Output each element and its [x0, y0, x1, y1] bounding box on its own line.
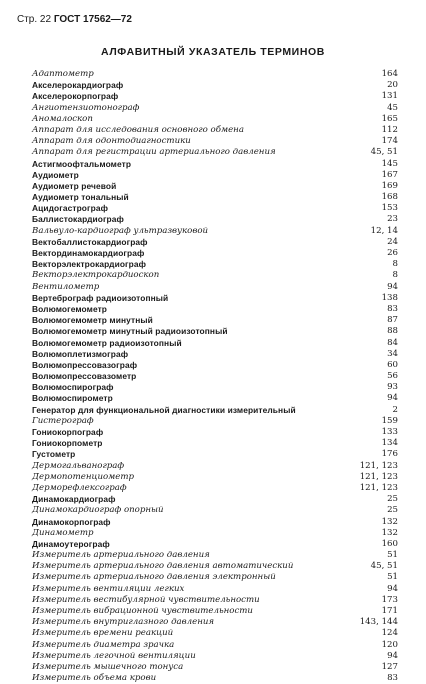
index-page-ref: 94 — [387, 650, 398, 661]
index-term: Измеритель легочной вентиляции — [32, 650, 196, 661]
index-term: Вертеброграф радиоизотопный — [32, 292, 169, 303]
index-page-ref: 51 — [387, 572, 398, 583]
page-number: Стр. 22 — [17, 14, 52, 25]
index-page-ref: 20 — [387, 80, 398, 91]
index-term: Гониокорпограф — [32, 427, 104, 437]
index-term: Вальвуло-кардиограф ультразвуковой — [32, 225, 209, 236]
index-entry — [32, 170, 398, 181]
index-page-ref: 169 — [381, 180, 398, 191]
index-entry — [32, 382, 398, 393]
index-page-ref: 23 — [387, 214, 398, 225]
index-term: Вектординамокардиограф — [32, 248, 145, 258]
index-term: Астигмоофтальмометр — [32, 158, 132, 169]
index-term: Измеритель артериального давления — [32, 550, 210, 561]
index-term: Измеритель артериального давления автоматический — [32, 561, 294, 572]
index-term: Гониокорпометр — [32, 438, 103, 449]
index-page-ref: 164 — [381, 69, 398, 79]
index-term: Измеритель вентиляции легких — [32, 583, 185, 594]
index-page-ref: 2 — [392, 404, 398, 415]
index-page-ref: 165 — [381, 113, 398, 124]
index-term: Аппарат для исследования основного обмена — [32, 124, 244, 135]
index-entry — [32, 159, 398, 170]
index-term: Волюмогемометр минутный радиоизотопный — [32, 326, 228, 337]
index-term: Гистерограф — [32, 415, 94, 426]
index-entry — [32, 461, 398, 472]
index-entry — [32, 550, 398, 561]
page-title: АЛФАВИТНЫЙ УКАЗАТЕЛЬ ТЕРМИНОВ — [101, 46, 325, 58]
index-entry — [32, 125, 398, 136]
index-entry — [32, 315, 398, 326]
index-page-ref: 153 — [381, 203, 398, 214]
index-term: Динамокорпограф — [32, 516, 111, 527]
index-entry — [32, 91, 398, 102]
index-term: Генератор для функциональной диагностики измерительный — [32, 404, 296, 415]
index-entry — [32, 673, 398, 684]
index-page-ref: 168 — [381, 192, 398, 203]
index-page-ref: 94 — [387, 281, 398, 292]
index-page-ref: 121, 123 — [359, 482, 398, 493]
index-term: Густометр — [32, 449, 76, 460]
index-page-ref: 51 — [387, 550, 398, 561]
index-term: Аудиометр тональный — [32, 192, 129, 203]
index-entry — [32, 181, 398, 192]
index-page-ref: 159 — [381, 415, 398, 426]
index-term: Волюмопрессовазограф — [32, 359, 138, 370]
index-page-ref: 26 — [387, 248, 398, 258]
index-page-ref: 83 — [387, 303, 398, 314]
index-term: Дермопотенциометр — [32, 471, 135, 482]
index-term: Волюмоплетизмограф — [32, 348, 129, 359]
index-page-ref: 25 — [387, 505, 398, 516]
index-page-ref: 171 — [381, 606, 398, 616]
index-page-ref: 60 — [387, 359, 398, 370]
index-page-ref: 56 — [387, 371, 398, 382]
index-entry — [32, 326, 398, 337]
index-term: Аппарат для одонтодиагностики — [32, 136, 191, 147]
index-term: Динамоутерограф — [32, 538, 110, 549]
index-page-ref: 45 — [387, 102, 398, 113]
index-page-ref: 87 — [387, 315, 398, 326]
index-entry — [32, 505, 398, 516]
index-entry — [32, 640, 398, 651]
index-term: Волюмогемометр — [32, 303, 108, 314]
index-entry — [32, 561, 398, 572]
index-entry — [32, 147, 398, 158]
index-page-ref: 88 — [387, 326, 398, 337]
index-entry — [32, 338, 398, 349]
term-index-list — [32, 69, 398, 684]
index-entry — [32, 114, 398, 125]
index-page-ref: 8 — [392, 259, 398, 270]
index-entry — [32, 304, 398, 315]
gost-code: ГОСТ 17562—72 — [53, 14, 132, 25]
index-term: Дермогальванограф — [32, 460, 125, 471]
index-term: Вентилометр — [32, 281, 100, 292]
index-term: Аудиометр — [32, 169, 79, 180]
index-page-ref: 120 — [381, 639, 398, 650]
index-page-ref: 127 — [381, 661, 398, 672]
index-term: Дерморефлексограф — [32, 482, 127, 493]
index-entry — [32, 662, 398, 673]
index-entry — [32, 517, 398, 528]
index-entry — [32, 416, 398, 427]
index-page-ref: 93 — [387, 382, 398, 393]
index-term: Аномалоскоп — [32, 113, 93, 124]
index-term: Векторэлектрокардиоскоп — [32, 270, 160, 281]
index-term: Адаптометр — [32, 69, 94, 79]
index-entry — [32, 282, 398, 293]
index-term: Волюмогемометр радиоизотопный — [32, 337, 182, 348]
index-entry — [32, 584, 398, 595]
index-entry — [32, 80, 398, 91]
index-page-ref: 132 — [381, 516, 398, 527]
index-page-ref: 121, 123 — [359, 460, 398, 471]
index-term: Динамокардиограф опорный — [32, 505, 164, 516]
index-page-ref: 134 — [381, 438, 398, 449]
index-entry — [32, 405, 398, 416]
index-page-ref: 173 — [381, 594, 398, 605]
index-page-ref: 131 — [381, 91, 398, 102]
index-page-ref: 8 — [392, 270, 398, 281]
index-term: Векторэлектрокардиограф — [32, 259, 147, 270]
index-page-ref: 24 — [387, 236, 398, 247]
index-term: Баллистокардиограф — [32, 214, 124, 225]
index-entry — [32, 651, 398, 662]
index-page-ref: 112 — [381, 124, 398, 135]
index-term: Измеритель объема крови — [32, 673, 157, 684]
index-term: Волюмоспирограф — [32, 382, 114, 393]
index-entry — [32, 226, 398, 237]
index-term: Акселерокорпограф — [32, 91, 119, 102]
index-entry — [32, 528, 398, 539]
index-entry — [32, 103, 398, 114]
index-entry — [32, 572, 398, 583]
index-entry — [32, 136, 398, 147]
index-entry — [32, 69, 398, 80]
index-entry — [32, 349, 398, 360]
index-page-ref: 138 — [381, 292, 398, 303]
index-page-ref: 25 — [387, 494, 398, 505]
index-term: Вектобаллистокардиограф — [32, 236, 148, 247]
index-term: Ацидогастрограф — [32, 203, 109, 214]
index-term: Волюмопрессовазометр — [32, 371, 137, 382]
index-term: Измеритель мышечного тонуса — [32, 661, 184, 672]
index-page-ref: 12, 14 — [370, 225, 398, 236]
index-page-ref: 132 — [381, 527, 398, 538]
index-term: Аппарат для регистрации артериального давления — [32, 147, 276, 158]
index-page-ref: 124 — [381, 628, 398, 639]
index-term: Волюмогемометр минутный — [32, 315, 153, 326]
index-entry — [32, 539, 398, 550]
index-entry — [32, 438, 398, 449]
index-entry — [32, 628, 398, 639]
index-page-ref: 121, 123 — [359, 471, 398, 482]
index-page-ref: 45, 51 — [370, 561, 398, 572]
index-page-ref: 94 — [387, 583, 398, 594]
index-term: Измеритель диаметра зрачка — [32, 639, 175, 650]
index-entry — [32, 617, 398, 628]
index-page-ref: 160 — [381, 538, 398, 549]
index-entry — [32, 472, 398, 483]
index-page-ref: 143, 144 — [359, 617, 398, 628]
index-page-ref: 94 — [387, 393, 398, 404]
index-entry — [32, 214, 398, 225]
index-entry — [32, 393, 398, 404]
page-header — [17, 14, 132, 25]
index-entry — [32, 606, 398, 617]
index-page-ref: 45, 51 — [370, 147, 398, 158]
index-entry — [32, 203, 398, 214]
index-entry — [32, 483, 398, 494]
index-entry — [32, 248, 398, 259]
index-term: Акселерокардиограф — [32, 80, 124, 91]
index-entry — [32, 293, 398, 304]
index-page-ref: 84 — [387, 337, 398, 348]
index-page-ref: 176 — [381, 449, 398, 460]
index-entry — [32, 427, 398, 438]
index-term: Измеритель вестибулярной чувствительности — [32, 594, 260, 605]
index-entry — [32, 237, 398, 248]
index-entry — [32, 494, 398, 505]
index-entry — [32, 192, 398, 203]
index-page-ref: 133 — [381, 427, 398, 437]
index-term: Измеритель артериального давления электронный — [32, 572, 276, 583]
index-term: Волюмоспирометр — [32, 393, 113, 404]
index-term: Аудиометр речевой — [32, 180, 117, 191]
index-page-ref: 34 — [387, 348, 398, 359]
index-term: Измеритель внутриглазного давления — [32, 617, 215, 628]
index-entry — [32, 270, 398, 281]
index-entry — [32, 595, 398, 606]
index-entry — [32, 360, 398, 371]
index-page-ref: 167 — [381, 169, 398, 180]
index-entry — [32, 371, 398, 382]
index-page-ref: 174 — [381, 136, 398, 147]
index-entry — [32, 259, 398, 270]
index-term: Динамокардиограф — [32, 494, 116, 505]
index-page-ref: 145 — [381, 158, 398, 169]
index-entry — [32, 449, 398, 460]
index-term: Измеритель времени реакций — [32, 628, 174, 639]
index-term: Измеритель вибрационной чувствительности — [32, 606, 253, 616]
index-term: Динамометр — [32, 527, 94, 538]
index-term: Ангиотензиотонограф — [32, 102, 140, 113]
index-page-ref: 83 — [387, 673, 398, 684]
